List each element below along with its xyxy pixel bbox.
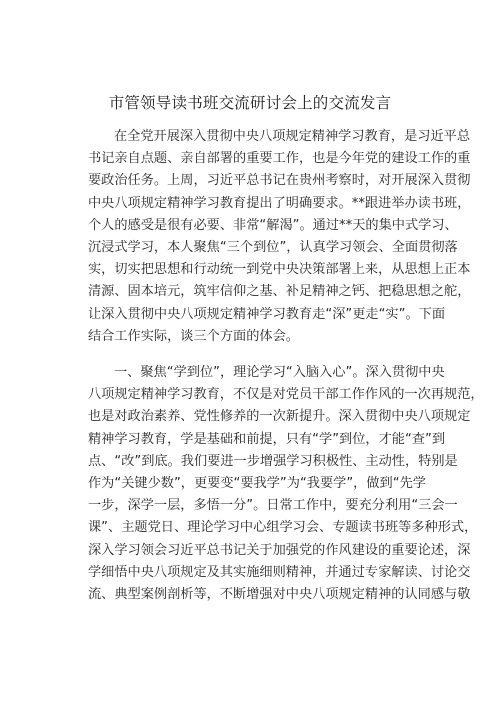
paragraph-line: 沉浸式学习，本人聚焦“三个到位”，认真学习领会、全面贯彻落 xyxy=(88,239,458,255)
paragraph-line: 也是对政治素养、党性修养的一次新提升。深入贯彻中央八项规定 xyxy=(88,409,471,425)
document-title: 市管领导读书班交流研讨会上的交流发言 xyxy=(108,94,392,112)
paragraph-line: 结合工作实际，谈三个方面的体会。 xyxy=(88,328,299,344)
paragraph-line: 作为“关键少数”，更要变“要我学”为“我要学”，做到“先学 xyxy=(88,475,426,491)
paragraph-line: 实，切实把思想和行动统一到党中央决策部署上来，从思想上正本 xyxy=(88,262,471,278)
paragraph-line: 学细悟中央八项规定及其实施细则精神，并通过专家解读、讨论交 xyxy=(88,564,471,580)
paragraph-line: 精神学习教育，学是基础和前提，只有“学”到位，才能“查”到 xyxy=(88,431,446,447)
paragraph-line: 清源、固本培元，筑牢信仰之基、补足精神之钙、把稳思想之舵， xyxy=(88,284,471,300)
paragraph-line: 书记亲自点题、亲自部署的重要工作，也是今年党的建设工作的重 xyxy=(88,151,471,167)
paragraph-line: 一、聚焦“学到位”，理论学习“入脑入心”。深入贯彻中央 xyxy=(114,365,445,380)
paragraph-section-one xyxy=(88,362,484,606)
paragraph-line: 点、“改”到底。我们要进一步增强学习积极性、主动性，特别是 xyxy=(88,453,458,469)
paragraph-line: 个人的感受是很有必要、非常“解渴”。通过**天的集中式学习、 xyxy=(88,217,458,233)
paragraph-line: 流、典型案例剖析等，不断增强对中央八项规定精神的认同感与敬 xyxy=(88,586,471,602)
paragraph-line: 一步，深学一层，多悟一分”。日常工作中，要充分利用“三会一 xyxy=(88,498,458,514)
paragraph-line: 在全党开展深入贯彻中央八项规定精神学习教育，是习近平总 xyxy=(114,129,471,144)
paragraph-line: 让深入贯彻中央八项规定精神学习教育走“深”更走“实”。下面 xyxy=(88,306,446,322)
paragraph-line: 八项规定精神学习教育，不仅是对党员干部工作作风的一次再规范， xyxy=(88,387,484,403)
paragraph-intro xyxy=(88,126,471,348)
paragraph-line: 要政治任务。上周，习近平总书记在贵州考察时，对开展深入贯彻 xyxy=(88,173,471,189)
paragraph-line: 课”、主题党日、理论学习中心组学习会、专题读书班等多种形式， xyxy=(88,520,478,536)
paragraph-line: 中央八项规定精神学习教育提出了明确要求。**跟进举办读书班， xyxy=(88,195,471,211)
paragraph-line: 深入学习领会习近平总书记关于加强党的作风建设的重要论述，深 xyxy=(88,542,471,558)
